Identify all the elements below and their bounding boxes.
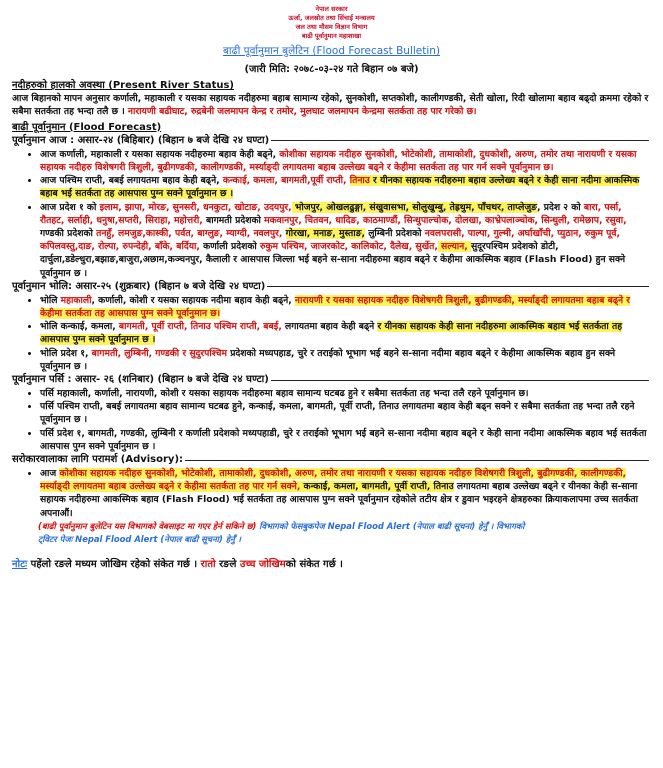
website-note[interactable]: (बाढी पूर्वानुमान बुलेटिन यस विभागको वेबसाइट मा गएर हेर्न सकिने छ) [38,520,257,531]
text-span: सुदूरपश्चिम प्रदेशको डोटी, दार्चुला,डडेल्धुरा,बझाङ,बाजुरा,अछाम,कञ्चनपुर, कैलाली [40,241,559,266]
issue-date: (जारी मिति: २०७८-०३-२४ गते बिहान ०७ बजे) [244,64,419,75]
text-span-red: बारा, पर्सा, रौतहट, सर्लाही, धनुषा,सप्तरी, सिराहा, महोत्तरी, [40,201,622,226]
day1-list [0,148,663,280]
legend-note [12,556,663,570]
river-status-heading: नदीहरुको हालको अवस्था (Present River Status) [12,80,234,91]
text-span-red: रातो [200,558,216,570]
day2-heading [12,280,649,294]
text-span-red-highlight: नारायणी र यसका सहायक नदीहरु विशेषगरी त्रिशुली, बुढीगण्डकी, मर्स्याङ्दी लगायतमा बहाब बढ्ने र केहीमा सतर्कता तह आसपास पुग्न सक्ने पूर्वानुमान छ। [40,294,631,320]
day1-heading-text: पूर्वानुमान आज : असार-२४ (बिहिबार) (बिहान ७ बजे देखि २४ घण्टा) [12,134,270,146]
header-line-4: बाढी पूर्वानुमान महाशाखा [301,32,362,40]
bulletin-title [0,44,663,58]
river-status-normal: आज बिहानको मापन अनुसार कर्णाली, महाकाली र यसका सहायक नदीहरुमा बहाब सामान्य रहेको, सुनकोशी, सप्तकोशी, कालीगण्डकी, सेती खोला, रिदी खोलामा बहाव बढ्दो क्रममा रहेको र सबैमा सतर्कता तह भन्दा तलै छ । [12,93,649,118]
text-span-highlight: र यीनका सहायक केही साना नदीहरुमा आकस्मिक बहाव भई सतर्कता तह आसपास पुग्न सक्ने पूर्वानुमान छ । [40,321,623,346]
river-status-text [12,92,649,119]
text-span: कर्णाली प्रदेशको [199,241,260,253]
day2-list [0,294,663,373]
text-span: पहेंलो रङले मध्यम जोखिम रहेको संकेत गर्छ । [27,558,201,570]
text-span: , कर्णाली, कोशी र यसका सहायक नदीमा बहाव केही बढ्ने, [91,294,295,306]
bulletin-title-text[interactable]: बाढी पूर्वानुमान बुलेटिन (Flood Forecast Bulletin) [222,45,441,57]
text-span-red: रुकुम पश्चिम, जाजरकोट, कालिकोट, दैलेख, सुर्खेत, [259,241,438,253]
text-span: भोलि [40,294,61,306]
text-span-highlight: र यीनका सहायक नदीहरुमा बहाव उल्लेख्य बढ्ने र केही साना नदीमा आकस्मिक बहाब भई सतर्कता तह आसपास पुग्न सक्ने पूर्वानुमान छ । [40,175,640,200]
river-status-alert: नारायणी बढीघाट, रुद्रबेनी जलमापन केन्द्र र तमोर, मुलघाट जलमापन केन्द्रमा सतर्कता तह पार गरेको छ। [127,106,477,118]
text-span-red-highlight: तिनाउ [349,175,370,187]
text-span-highlight: भोजपुर, ओखलढुङ्गा, संखुवासभा, सोलुखुम्बु, तेह्रथुम, पाँचथर, ताप्लेजुङ [291,201,538,213]
text-span-red-highlight: सल्यान, [437,241,471,253]
day2-item-1 [40,294,649,320]
text-span: आज पश्चिम राप्ती, बबई लगायतमा बहाव केही बढ्ने, [40,175,223,187]
text-span: लगायतमा बहाव केही बढ्ने [281,321,378,333]
day3-item-3: • पर्सि प्रदेश १, बागमती, गण्डकी, लुम्बिनी र कर्णाली प्रदेशको मध्यपहाडी, चुरे र तराईको भूभाग भई बहने स-साना नदीमा बहाव बढ्ने र केही साना नदीमा आकस्मिक बहाव भई सतर्कता आसपास पुग्न सक्ने पूर्वानुमान छ । [40,427,649,453]
text-span-red: नवलपरासी, पाल्पा, गुल्मी, अर्घाखाँची, प्युठान, रुकुम पूर्व, कपिलवस्तु,दाङ, रोल्पा, रुपन्देही, बाँके, बर्दिया, [40,228,620,253]
text-span: लुम्बिनी प्रदेशको [365,228,425,240]
forecast-heading: बाढी पूर्वानुमान (Flood Forecast) [12,121,162,133]
text-span-highlight: कन्काई, कमला, बागमती, पूर्वी राप्ती, तिनाउ [300,481,454,493]
advisory-list [0,467,663,520]
day2-item-3 [40,347,649,373]
header-line-3: जल तथा मौसम विज्ञान विभाग [295,23,368,31]
day3-item-2: • पर्सि पश्चिम राप्ती, बबई लगायतमा बहाव सामान्य घटबढ हुने, कन्काई, कमला, बागमती, पूर्वी राप्ती, तिनाउ लगायतमा बहाव केही बढ्न सक्ने र सबैमा सतर्कता तह भन्दा तलै रहने पूर्वानुमान छ । [40,400,649,426]
text-span: रङले [215,558,240,570]
text-span-red: बागमती, लुम्बिनी, गण्डकी र सुदुरपश्चिम [91,347,227,359]
agency-header [0,5,663,41]
text-span-highlight: गोरखा, मनाङ, मुस्ताङ, [285,228,365,240]
day3-list [0,387,663,453]
text-span: बागमती प्रदेशको [202,214,265,226]
text-span: आज कर्णाली, महाकाली र यसका सहायक नदीहरुमा बहाव केही बढ्ने, [40,148,280,160]
text-span: प्रदेशको मध्यपहाड, चुरे र तराईको भूभाग भई बहने स-साना नदीमा बहाव बढ्ने र केहीमा आकस्मिक बहाव हुन सक्ने पूर्वानुमान छ । [40,347,616,372]
day1-item-2 [40,174,649,200]
twitter-note[interactable]: ट्विटर पेजः Nepal Flood Alert (नेपाल बाढी सूचना) हेर्नुँ । [38,533,241,544]
header-line-1: नेपाल सरकार [315,5,348,13]
text-span: को संकेत गर्छ । [285,558,343,570]
text-span-red: तनहुँ, लमजुङ,कास्की, पर्वत, बाग्लुङ, म्याग्दी, नवलपुर, [96,228,286,240]
day3-item-1: • पर्सि महाकाली, कर्णाली, नारायणी, कोशी र यसका सहायक नदीहरुमा बहाव सामान्य घटबढ हुने र सबैमा सतर्कता तह भन्दा तलै रहने पूर्वानुमान छ। [40,387,649,400]
note-label: नोटः [12,558,28,570]
text-span: गण्डकी प्रदेशको [40,228,97,240]
day2-heading-text: पूर्वानुमान भोलि: असार-२५ (शुक्रबार) (बिहान ७ बजे देखि २४ घण्टा) [12,280,266,292]
facebook-note[interactable]: विभागको फेसबुकपेज Nepal Flood Alert (नेपाल बाढी सूचना) हेर्नुँ । विभागको [256,520,525,531]
advisory-heading-text: सरोकारवालाका लागि परामर्श (Advisory): [12,454,184,466]
day1-item-1 [40,148,649,174]
advisory-heading [12,453,649,467]
text-span-red: बागमती, पूर्वी राप्ती, तिनाउ पश्चिम राप्ती, बबई, [118,321,282,333]
day1-item-3 [40,201,649,280]
day1-heading [12,134,649,148]
text-span-red-highlight: कोशीका सहायक नदीहरु सुनकोशी, भोटेकोशी, तामाकोशी, दुधकोशी, अरुण, तमोर तथा नारायणी र यसका सहायक नदीहरु विशेषगरी त्रिशुली, बुढीगण्डकी, कालीगण्डकी, मर्स्याङ्दी लगायतमा बहाब उल्लेख्य बढ्ने र केहीमा सतर्कता तह पार गर्न सक्ने, [40,468,627,493]
text-span-red: उच्च जोखिम [239,558,286,570]
text-span-red: कोशीका सहायक नदीहरु सुनकोशी, भोटेकोशी, तामाकोशी, दुधकोशी, अरुण, तमोर तथा नारायणी र यसका सहायक नदीहरु विशेषगरी त्रिशुली, बुढीगण्डकी, कालीगण्डकी, मर्स्याङ्दी लगायतमा बहाब उल्लेख्य बढ्ने र केहीमा सतर्कता तह पार गर्न सक्ने पूर्वानुमान छ। [40,148,637,174]
social-media-note [38,520,649,546]
day2-item-2 [40,320,649,346]
text-span: भोलि प्रदेश १, [40,347,92,359]
text-span-red: इलाम, झापा, मोरङ, सुनसरी, धनकुटा, खोटाङ, उदयपुर, [99,201,292,213]
text-span: आज [40,468,60,480]
text-span: आज प्रदेश १ को [40,201,100,213]
text-span: भोलि कन्काई, कमला, [40,321,119,333]
text-span-red: महाकाली [60,294,92,306]
text-span-red: मकवानपुर, चितवन, धादिङ, काठमाण्डौं, सिन्धुपाल्चोक, दोलखा, काभ्रेपलाञ्चोक, सिन्धुली, रामेछाप, रसुवा, [264,214,627,226]
day3-heading-text: पूर्वानुमान पर्सि : असार- २६ (शनिबार) (बिहान ७ बजे देखि २४ घण्टा) [12,374,269,386]
advisory-item [40,467,649,520]
header-line-2: ऊर्जा, जलस्रोत तथा सिंचाई मन्त्रालय [288,14,375,22]
text-span: र आसपास जिल्ला भई बहने स-साना नदीहरुमा बहाव बढ्ने र केहीमा आकस्मिक बहाव (Flash Flood) हुन सक्ने पूर्वानुमान छ । [40,254,626,279]
day3-heading [12,373,649,387]
text-span-red: कन्काई, कमला, बागमती,पूर्वी राप्ती, [222,175,350,187]
text-span: लगायतमा बहाब उल्लेख्य बढ्ने र यीनका केही स-साना सहायक नदीहरुमा आकस्मिक बहाव (Flash Flood) भई सतर्कता तह आसपास पुग्न सक्ने पूर्वानुमान रहेकोले तटीय क्षेत्र र डुवान भइरहने क्षेत्रहरुका क्रियाकलापमा उच्च सतर्कता अपनाऔं। [40,481,638,519]
text-span: , प्रदेश २ को [537,201,584,213]
